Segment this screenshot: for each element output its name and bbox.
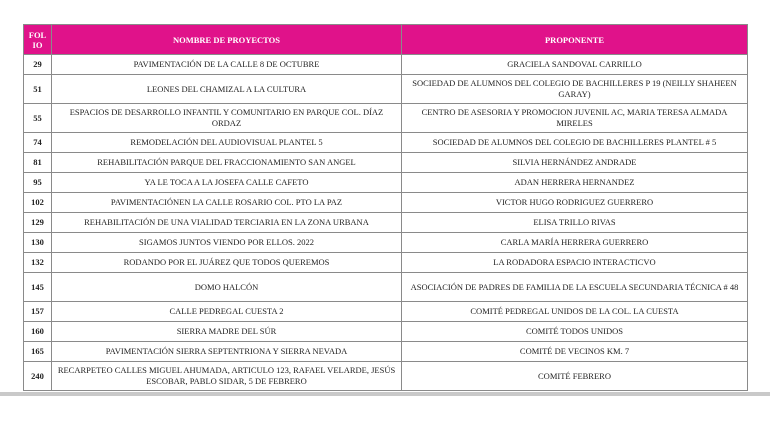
header-nombre-proyectos: NOMBRE DE PROYECTOS (52, 25, 402, 55)
table-row (24, 342, 748, 362)
proponent-cell: CENTRO DE ASESORIA Y PROMOCION JUVENIL AC, MARIA TERESA ALMADA MIRELES (402, 104, 748, 133)
project-name-cell: SIERRA MADRE DEL SÚR (52, 322, 402, 342)
proponent-cell: ASOCIACIÓN DE PADRES DE FAMILIA DE LA ESCUELA SECUNDARIA TÉCNICA # 48 (402, 273, 748, 302)
folio-cell: 132 (24, 253, 52, 273)
proponent-cell: COMITÉ TODOS UNIDOS (402, 322, 748, 342)
project-name-cell: CALLE PEDREGAL CUESTA 2 (52, 302, 402, 322)
project-name-cell: ESPACIOS DE DESARROLLO INFANTIL Y COMUNITARIO EN PARQUE COL. DÍAZ ORDAZ (52, 104, 402, 133)
proponent-cell: GRACIELA SANDOVAL CARRILLO (402, 55, 748, 75)
folio-cell: 129 (24, 213, 52, 233)
folio-cell: 145 (24, 273, 52, 302)
table-row (24, 273, 748, 302)
table-row (24, 133, 748, 153)
project-name-cell: PAVIMENTACIÓN DE LA CALLE 8 DE OCTUBRE (52, 55, 402, 75)
project-name-cell: REHABILITACIÓN DE UNA VIALIDAD TERCIARIA EN LA ZONA URBANA (52, 213, 402, 233)
project-name-cell: RODANDO POR EL JUÁREZ QUE TODOS QUEREMOS (52, 253, 402, 273)
table-row (24, 193, 748, 213)
folio-cell: 130 (24, 233, 52, 253)
proponent-cell: COMITÉ PEDREGAL UNIDOS DE LA COL. LA CUESTA (402, 302, 748, 322)
project-name-cell: REMODELACIÓN DEL AUDIOVISUAL PLANTEL 5 (52, 133, 402, 153)
folio-cell: 95 (24, 173, 52, 193)
table-row (24, 153, 748, 173)
folio-cell: 102 (24, 193, 52, 213)
projects-table-container (23, 24, 747, 391)
project-name-cell: PAVIMENTACIÓNEN LA CALLE ROSARIO COL. PTO LA PAZ (52, 193, 402, 213)
header-proponente: PROPONENTE (402, 25, 748, 55)
proponent-cell: SOCIEDAD DE ALUMNOS DEL COLEGIO DE BACHILLERES P 19 (NEILLY SHAHEEN GARAY) (402, 75, 748, 104)
folio-cell: 160 (24, 322, 52, 342)
folio-cell: 29 (24, 55, 52, 75)
table-row (24, 173, 748, 193)
project-name-cell: YA LE TOCA A LA JOSEFA CALLE CAFETO (52, 173, 402, 193)
proponent-cell: COMITÉ FEBRERO (402, 362, 748, 391)
project-name-cell: SIGAMOS JUNTOS VIENDO POR ELLOS. 2022 (52, 233, 402, 253)
proponent-cell: SILVIA HERNÁNDEZ ANDRADE (402, 153, 748, 173)
table-row (24, 322, 748, 342)
table-row (24, 55, 748, 75)
folio-cell: 51 (24, 75, 52, 104)
project-name-cell: REHABILITACIÓN PARQUE DEL FRACCIONAMIENTO SAN ANGEL (52, 153, 402, 173)
project-name-cell: DOMO HALCÓN (52, 273, 402, 302)
projects-table (23, 24, 748, 391)
proponent-cell: CARLA MARÍA HERRERA GUERRERO (402, 233, 748, 253)
table-header-row (24, 25, 748, 55)
table-row (24, 75, 748, 104)
folio-cell: 157 (24, 302, 52, 322)
project-name-cell: LEONES DEL CHAMIZAL A LA CULTURA (52, 75, 402, 104)
project-name-cell: PAVIMENTACIÓN SIERRA SEPTENTRIONA Y SIERRA NEVADA (52, 342, 402, 362)
proponent-cell: COMITÉ DE VECINOS KM. 7 (402, 342, 748, 362)
folio-cell: 240 (24, 362, 52, 391)
folio-cell: 81 (24, 153, 52, 173)
proponent-cell: ADAN HERRERA HERNANDEZ (402, 173, 748, 193)
table-row (24, 104, 748, 133)
proponent-cell: SOCIEDAD DE ALUMNOS DEL COLEGIO DE BACHILLERES PLANTEL # 5 (402, 133, 748, 153)
page-bottom-divider (0, 392, 770, 396)
folio-cell: 74 (24, 133, 52, 153)
table-row (24, 362, 748, 391)
project-name-cell: RECARPETEO CALLES MIGUEL AHUMADA, ARTICULO 123, RAFAEL VELARDE, JESÚS ESCOBAR, PABLO SIDAR, 5 DE FEBRERO (52, 362, 402, 391)
proponent-cell: ELISA TRILLO RIVAS (402, 213, 748, 233)
table-row (24, 253, 748, 273)
proponent-cell: LA RODADORA ESPACIO INTERACTICVO (402, 253, 748, 273)
header-folio: FOL IO (24, 25, 52, 55)
table-row (24, 213, 748, 233)
folio-cell: 55 (24, 104, 52, 133)
folio-cell: 165 (24, 342, 52, 362)
proponent-cell: VICTOR HUGO RODRIGUEZ GUERRERO (402, 193, 748, 213)
table-row (24, 302, 748, 322)
table-row (24, 233, 748, 253)
